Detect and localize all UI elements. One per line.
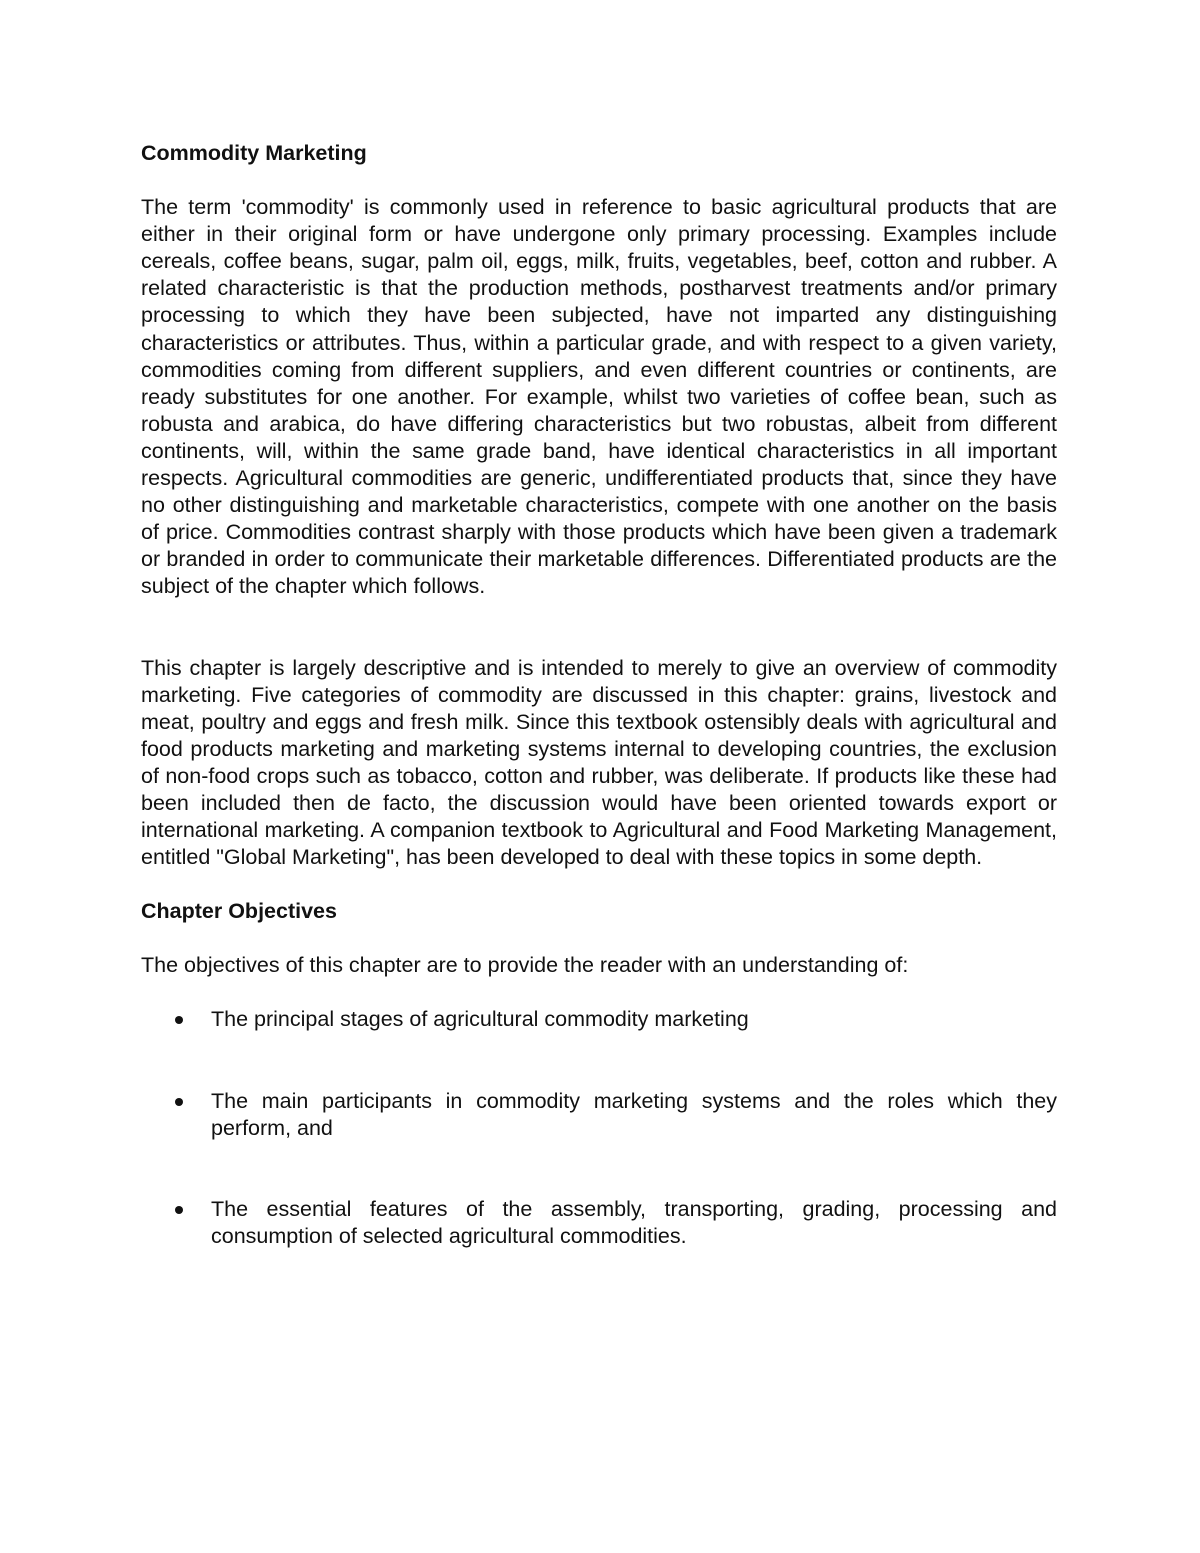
list-item	[141, 1088, 1057, 1142]
document-title: Commodity Marketing	[141, 141, 367, 165]
bullet-icon	[175, 1016, 183, 1024]
list-item	[141, 1006, 1057, 1033]
objective-text: The principal stages of agricultural commodity marketing	[211, 1007, 749, 1032]
objective-text: The essential features of the assembly, transporting, grading, processing and consumption of selected agricultural commodities.	[211, 1196, 1057, 1248]
paragraph-chapter-overview: This chapter is largely descriptive and is intended to merely to give an overview of commodity marketing. Five categories of commodity are discussed in this chapter: grains, livestock and meat, poultry and eggs and fresh milk. Since this textbook ostensibly deals with agricultural and food products marketing and marketing systems internal to developing countries, the exclusion of non-food crops such as tobacco, cotton and rubber, was deliberate. If products like these had been included then de facto, the discussion would have been oriented towards export or international marketing. A companion textbook to Agricultural and Food Marketing Management, entitled "Global Marketing", has been developed to deal with these topics in some depth.	[141, 655, 1057, 870]
objectives-intro: The objectives of this chapter are to provide the reader with an understanding of:	[141, 953, 909, 978]
objective-text: The main participants in commodity marketing systems and the roles which they perform, and	[211, 1088, 1057, 1140]
objectives-heading: Chapter Objectives	[141, 899, 337, 924]
list-item	[141, 1196, 1057, 1250]
bullet-icon	[175, 1098, 183, 1106]
document-page	[141, 140, 1057, 1250]
objectives-list	[141, 1006, 1057, 1249]
paragraph-commodity-definition: The term 'commodity' is commonly used in reference to basic agricultural products that are either in their original form or have undergone only primary processing. Examples include cereals, coffee beans, sugar, palm oil, eggs, milk, fruits, vegetables, beef, cotton and rubber. A related characteristic is that the production methods, postharvest treatments and/or primary processing to which they have been subjected, have not imparted any distinguishing characteristics or attributes. Thus, within a particular grade, and with respect to a given variety, commodities coming from different suppliers, and even different countries or continents, are ready substitutes for one another. For example, whilst two varieties of coffee bean, such as robusta and arabica, do have differing characteristics but two robustas, albeit from different continents, will, within the same grade band, have identical characteristics in all important respects. Agricultural commodities are generic, undifferentiated products that, since they have no other distinguishing and marketable characteristics, compete with one another on the basis of price. Commodities contrast sharply with those products which have been given a trademark or branded in order to communicate their marketable differences. Differentiated products are the subject of the chapter which follows.	[141, 195, 1057, 599]
bullet-icon	[175, 1206, 183, 1214]
